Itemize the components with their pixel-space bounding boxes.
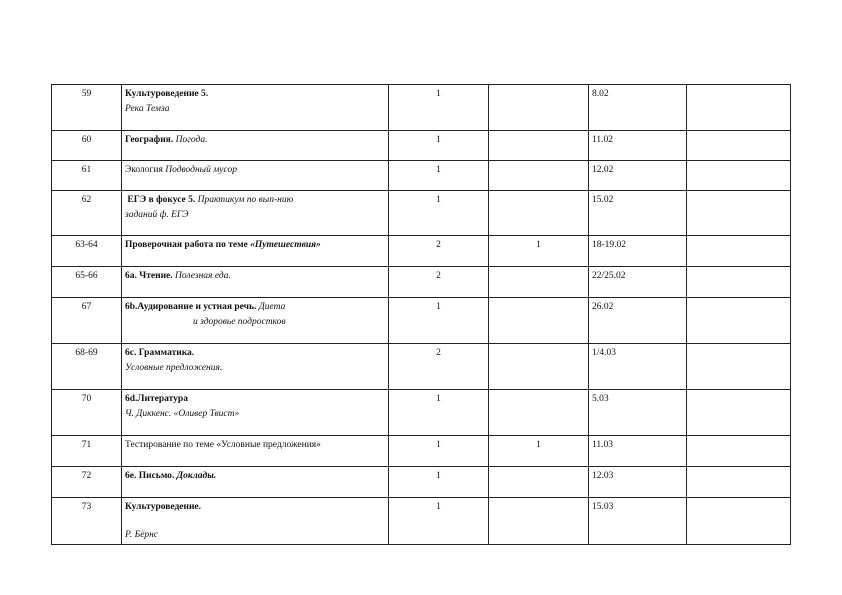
control-work xyxy=(489,161,589,191)
topic-title: 6e. Письмо. xyxy=(125,471,175,481)
topic-title: ЕГЭ в фокусе 5. xyxy=(127,195,196,205)
topic-subtitle: «Путешествия» xyxy=(250,240,321,250)
hours-count: 1 xyxy=(389,131,489,161)
lesson-number: 73 xyxy=(52,498,122,545)
lesson-topic xyxy=(122,85,389,131)
control-work xyxy=(489,131,589,161)
topic-subtitle: Условные предложения. xyxy=(125,363,223,373)
lesson-date: 12.03 xyxy=(589,467,687,498)
lesson-topic xyxy=(122,191,389,236)
lesson-date: 15.03 xyxy=(589,498,687,545)
table-row xyxy=(52,267,791,298)
lesson-number: 61 xyxy=(52,161,122,191)
table-row xyxy=(52,436,791,467)
control-work xyxy=(489,267,589,298)
hours-count: 1 xyxy=(389,85,489,131)
lesson-date: 15.02 xyxy=(589,191,687,236)
topic-subtitle-line2: заданий ф. ЕГЭ xyxy=(125,210,189,220)
topic-title: Тестирование по теме «Условные предложения» xyxy=(125,440,321,450)
hours-count: 1 xyxy=(389,436,489,467)
lesson-topic xyxy=(122,131,389,161)
lesson-topic xyxy=(122,344,389,390)
notes-cell xyxy=(687,390,791,436)
notes-cell xyxy=(687,344,791,390)
topic-subtitle: Полезная еда. xyxy=(175,271,231,281)
table-row xyxy=(52,298,791,344)
topic-title: 6a. Чтение. xyxy=(125,271,173,281)
lesson-date: 5.03 xyxy=(589,390,687,436)
topic-subtitle: Ч. Диккенс. «Оливер Твист» xyxy=(125,409,240,419)
lesson-number: 63-64 xyxy=(52,236,122,267)
table-row xyxy=(52,236,791,267)
hours-count: 1 xyxy=(389,390,489,436)
lesson-date: 8.02 xyxy=(589,85,687,131)
control-work: 1 xyxy=(489,236,589,267)
notes-cell xyxy=(687,161,791,191)
table-row xyxy=(52,191,791,236)
lesson-number: 65-66 xyxy=(52,267,122,298)
notes-cell xyxy=(687,236,791,267)
topic-subtitle: Практикум по вып-нию xyxy=(197,195,294,205)
notes-cell xyxy=(687,267,791,298)
lesson-topic xyxy=(122,236,389,267)
hours-count: 1 xyxy=(389,298,489,344)
notes-cell xyxy=(687,191,791,236)
table-row xyxy=(52,390,791,436)
lesson-date: 22/25.02 xyxy=(589,267,687,298)
topic-title: Культуроведение. xyxy=(125,502,202,512)
control-work xyxy=(489,344,589,390)
lesson-topic xyxy=(122,498,389,545)
lesson-date: 12.02 xyxy=(589,161,687,191)
control-work xyxy=(489,498,589,545)
hours-count: 1 xyxy=(389,161,489,191)
topic-title: Экология xyxy=(125,165,163,175)
hours-count: 1 xyxy=(389,191,489,236)
lesson-number: 68-69 xyxy=(52,344,122,390)
topic-subtitle: Погода. xyxy=(175,135,208,145)
topic-subtitle: Доклады. xyxy=(176,471,217,481)
topic-subtitle: Р. Бёрнс xyxy=(125,530,159,540)
table-row xyxy=(52,344,791,390)
table-row xyxy=(52,85,791,131)
topic-title: География. xyxy=(125,135,174,145)
topic-subtitle: Река Темза xyxy=(125,104,170,114)
lesson-topic xyxy=(122,298,389,344)
notes-cell xyxy=(687,498,791,545)
lesson-topic xyxy=(122,161,389,191)
lesson-date: 26.02 xyxy=(589,298,687,344)
table-row xyxy=(52,161,791,191)
lesson-number: 60 xyxy=(52,131,122,161)
lesson-number: 70 xyxy=(52,390,122,436)
notes-cell xyxy=(687,467,791,498)
hours-count: 2 xyxy=(389,267,489,298)
lesson-plan-table xyxy=(51,84,791,545)
lesson-number: 67 xyxy=(52,298,122,344)
notes-cell xyxy=(687,85,791,131)
table-row xyxy=(52,131,791,161)
notes-cell xyxy=(687,436,791,467)
hours-count: 2 xyxy=(389,236,489,267)
lesson-number: 71 xyxy=(52,436,122,467)
lesson-topic xyxy=(122,390,389,436)
lesson-number: 72 xyxy=(52,467,122,498)
topic-title: 6d.Литература xyxy=(125,394,188,404)
lesson-number: 62 xyxy=(52,191,122,236)
topic-title: 6b.Аудирование и устная речь. xyxy=(125,302,257,312)
topic-subtitle-line2: и здоровье подростков xyxy=(193,317,286,327)
topic-title: Культуроведение 5. xyxy=(125,89,209,99)
control-work xyxy=(489,467,589,498)
topic-title: 6c. Грамматика. xyxy=(125,348,195,358)
hours-count: 1 xyxy=(389,498,489,545)
lesson-date: 1/4.03 xyxy=(589,344,687,390)
notes-cell xyxy=(687,131,791,161)
lesson-date: 11.02 xyxy=(589,131,687,161)
topic-title: Проверочная работа по теме xyxy=(125,240,248,250)
hours-count: 2 xyxy=(389,344,489,390)
lesson-topic xyxy=(122,267,389,298)
topic-subtitle: Подводный мусор xyxy=(165,165,238,175)
control-work xyxy=(489,191,589,236)
lesson-topic xyxy=(122,436,389,467)
notes-cell xyxy=(687,298,791,344)
control-work xyxy=(489,85,589,131)
lesson-topic xyxy=(122,467,389,498)
control-work: 1 xyxy=(489,436,589,467)
lesson-number: 59 xyxy=(52,85,122,131)
hours-count: 1 xyxy=(389,467,489,498)
topic-subtitle: Диета xyxy=(258,302,286,312)
control-work xyxy=(489,390,589,436)
control-work xyxy=(489,298,589,344)
lesson-date: 11.03 xyxy=(589,436,687,467)
lesson-date: 18-19.02 xyxy=(589,236,687,267)
table-row xyxy=(52,467,791,498)
table-row xyxy=(52,498,791,545)
